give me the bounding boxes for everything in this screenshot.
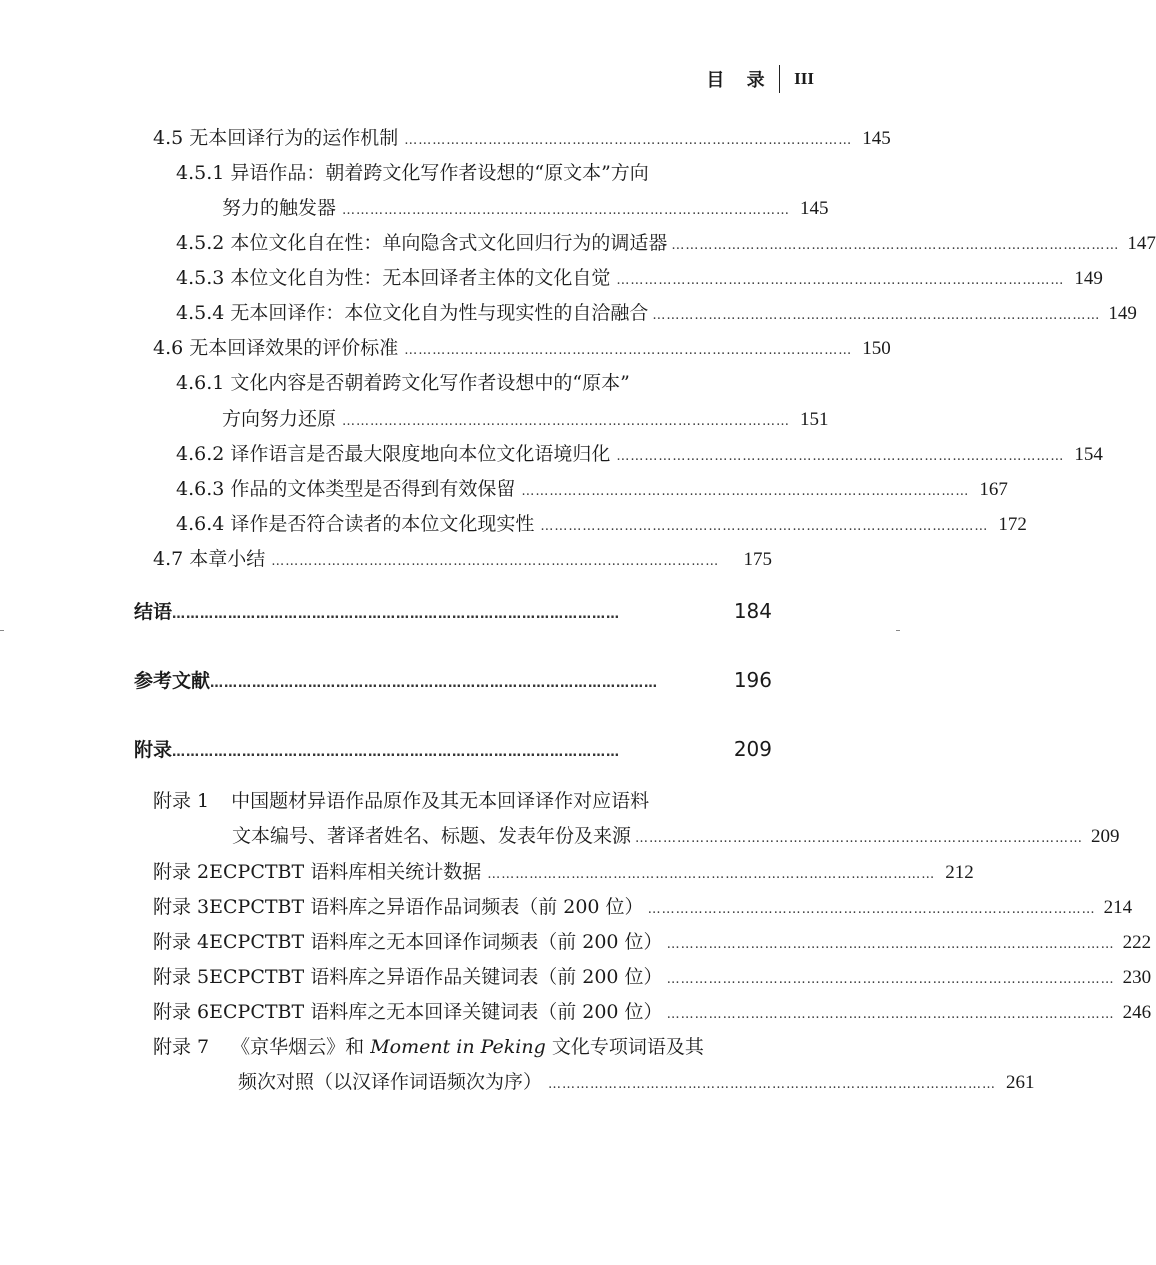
toc-entry-references bbox=[0, 667, 772, 697]
crop-mark-right bbox=[896, 630, 900, 631]
toc-leader: …………………………………………………………………………………… bbox=[342, 414, 791, 429]
toc-appendix-1-line1 bbox=[153, 788, 649, 814]
toc-entry-title: 4.5.3 本位文化自为性：无本回译者主体的文化自觉 bbox=[176, 267, 611, 289]
appendix-label: 附录 5 bbox=[153, 966, 210, 988]
toc-entry-title: 4.6 无本回译效果的评价标准 bbox=[153, 337, 399, 359]
appendix-title-part: 《京华烟云》和 bbox=[231, 1036, 371, 1058]
toc-entry-page: 145 bbox=[862, 128, 891, 149]
toc-entry-page: 149 bbox=[1108, 303, 1137, 324]
toc-leader: …………………………………………………………………………………… bbox=[616, 449, 1065, 464]
page-number: III bbox=[794, 69, 814, 88]
toc-entry-page: 184 bbox=[733, 599, 772, 623]
toc-entry-page: 230 bbox=[1122, 967, 1152, 988]
toc-entry-conclusion bbox=[0, 598, 772, 628]
crop-mark-left bbox=[0, 630, 4, 631]
toc-appendix-4 bbox=[0, 929, 1152, 958]
toc-leader: …………………………………………………………………………………… bbox=[172, 607, 621, 622]
appendix-title: 中国题材异语作品原作及其无本回译译作对应语料 bbox=[231, 790, 650, 812]
toc-entry-4-6-4 bbox=[0, 511, 1027, 540]
appendix-title-italic: Moment in Peking bbox=[370, 1036, 546, 1058]
toc-entry-page: 246 bbox=[1122, 1002, 1152, 1023]
appendix-label: 附录 7 bbox=[153, 1036, 210, 1058]
toc-leader: …………………………………………………………………………………… bbox=[666, 972, 1115, 987]
toc-entry-page: 212 bbox=[945, 862, 974, 883]
toc-appendix-7 bbox=[0, 1069, 1035, 1098]
toc-appendix-2 bbox=[0, 859, 974, 888]
toc-entry-title: ECPCTBT 语料库之异语作品词频表（前 200 位） bbox=[209, 896, 644, 918]
toc-appendix-1 bbox=[0, 823, 1120, 852]
toc-entry-page: 196 bbox=[733, 668, 772, 692]
toc-appendix-3 bbox=[0, 894, 1133, 923]
appendix-label: 附录 3 bbox=[153, 896, 210, 918]
toc-leader: …………………………………………………………………………………… bbox=[404, 343, 853, 358]
appendix-label: 附录 1 bbox=[153, 790, 210, 812]
toc-entry-page: 214 bbox=[1103, 897, 1133, 918]
toc-entry-title: 方向努力还原 bbox=[222, 408, 337, 430]
toc-entry-appendix bbox=[0, 736, 772, 766]
toc-leader: …………………………………………………………………………………… bbox=[647, 902, 1096, 917]
header-divider bbox=[779, 65, 781, 93]
toc-leader: …………………………………………………………………………………… bbox=[635, 831, 1084, 846]
toc-leader: …………………………………………………………………………………… bbox=[342, 203, 791, 218]
toc-entry-page: 209 bbox=[1091, 826, 1120, 847]
toc-entry-4-6-1-line1: 4.6.1 文化内容是否朝着跨文化写作者设想中的“原本” bbox=[176, 372, 630, 394]
toc-entry-page: 175 bbox=[743, 549, 772, 570]
toc-entry-title: 4.5 无本回译行为的运作机制 bbox=[153, 127, 399, 149]
toc-entry-page: 172 bbox=[998, 514, 1027, 535]
toc-leader: …………………………………………………………………………………… bbox=[666, 937, 1115, 952]
toc-leader: …………………………………………………………………………………… bbox=[404, 133, 853, 148]
toc-entry-page: 151 bbox=[800, 409, 829, 430]
toc-entry-title: 频次对照（以汉译作词语频次为序） bbox=[238, 1071, 543, 1093]
toc-entry-title: 4.6.3 作品的文体类型是否得到有效保留 bbox=[176, 478, 516, 500]
toc-entry-page: 209 bbox=[733, 737, 772, 761]
toc-entry-4-6-2 bbox=[0, 441, 1103, 470]
toc-entry-4-5-1-line1: 4.5.1 异语作品：朝着跨文化写作者设想的“原文本”方向 bbox=[176, 162, 649, 184]
toc-entry-title: 4.5.2 本位文化自在性：单向隐含式文化回归行为的调适器 bbox=[176, 232, 668, 254]
running-header bbox=[706, 64, 814, 94]
toc-entry-4-5-4 bbox=[0, 300, 1137, 329]
toc-leader: …………………………………………………………………………………… bbox=[521, 484, 970, 499]
appendix-label: 附录 4 bbox=[153, 931, 210, 953]
toc-entry-page: 149 bbox=[1074, 268, 1103, 289]
toc-appendix-6 bbox=[0, 999, 1152, 1028]
toc-leader: …………………………………………………………………………………… bbox=[172, 745, 621, 760]
toc-entry-title: ECPCTBT 语料库之无本回译作词频表（前 200 位） bbox=[209, 931, 663, 953]
running-header-title: 目 录 bbox=[706, 70, 773, 91]
toc-entry-page: 147 bbox=[1127, 233, 1156, 254]
toc-entry-page: 261 bbox=[1006, 1072, 1035, 1093]
toc-leader: …………………………………………………………………………………… bbox=[652, 308, 1101, 323]
toc-entry-page: 145 bbox=[800, 198, 829, 219]
toc-entry-page: 154 bbox=[1074, 444, 1103, 465]
toc-leader: …………………………………………………………………………………… bbox=[210, 676, 659, 691]
toc-entry-title: 4.7 本章小结 bbox=[153, 548, 266, 570]
toc-entry-page: 167 bbox=[979, 479, 1008, 500]
toc-leader: …………………………………………………………………………………… bbox=[548, 1077, 997, 1092]
toc-appendix-7-line1 bbox=[153, 1034, 704, 1060]
toc-leader: …………………………………………………………………………………… bbox=[671, 238, 1120, 253]
toc-entry-page: 222 bbox=[1122, 932, 1152, 953]
toc-entry-title: 结语 bbox=[134, 601, 173, 623]
toc-leader: …………………………………………………………………………………… bbox=[540, 519, 989, 534]
appendix-label: 附录 6 bbox=[153, 1001, 210, 1023]
toc-leader: …………………………………………………………………………………… bbox=[271, 554, 720, 569]
toc-entry-title: ECPCTBT 语料库相关统计数据 bbox=[209, 861, 482, 883]
toc-leader: …………………………………………………………………………………… bbox=[666, 1007, 1115, 1022]
toc-entry-title: ECPCTBT 语料库之无本回译关键词表（前 200 位） bbox=[209, 1001, 663, 1023]
toc-entry-4-6-1 bbox=[0, 406, 829, 435]
toc-entry-title: 努力的触发器 bbox=[222, 197, 337, 219]
toc-leader: …………………………………………………………………………………… bbox=[487, 867, 936, 882]
toc-entry-title: 4.5.4 无本回译作：本位文化自为性与现实性的自洽融合 bbox=[176, 302, 649, 324]
appendix-title-part: 文化专项词语及其 bbox=[545, 1036, 704, 1058]
toc-entry-4-5-3 bbox=[0, 265, 1103, 294]
appendix-label: 附录 2 bbox=[153, 861, 210, 883]
toc-entry-4-5 bbox=[0, 125, 891, 154]
toc-entry-title: 文本编号、著译者姓名、标题、发表年份及来源 bbox=[232, 825, 632, 847]
toc-entry-page: 150 bbox=[862, 338, 891, 359]
toc-entry-4-6-3 bbox=[0, 476, 1008, 505]
toc-entry-title: 参考文献 bbox=[134, 670, 211, 692]
toc-entry-4-5-1 bbox=[0, 195, 829, 224]
toc-entry-title: ECPCTBT 语料库之异语作品关键词表（前 200 位） bbox=[209, 966, 663, 988]
toc-entry-4-7 bbox=[0, 546, 772, 575]
toc-appendix-5 bbox=[0, 964, 1152, 993]
toc-leader: …………………………………………………………………………………… bbox=[616, 273, 1065, 288]
toc-entry-4-5-2 bbox=[0, 230, 1156, 259]
toc-entry-4-6 bbox=[0, 335, 891, 364]
toc-entry-title: 4.6.4 译作是否符合读者的本位文化现实性 bbox=[176, 513, 535, 535]
toc-entry-title: 附录 bbox=[134, 739, 173, 761]
toc-entry-title: 4.6.2 译作语言是否最大限度地向本位文化语境归化 bbox=[176, 443, 611, 465]
